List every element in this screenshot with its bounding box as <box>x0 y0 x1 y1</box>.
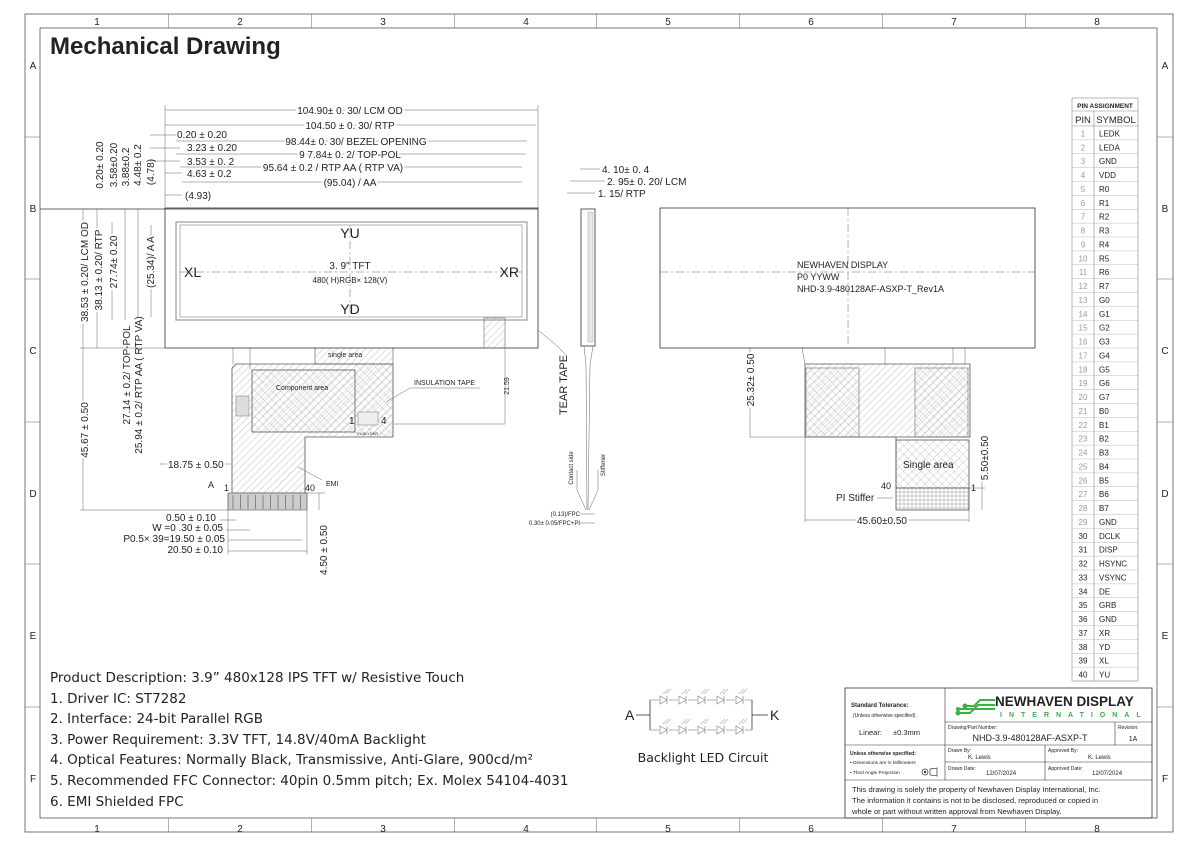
pin-row <box>1072 310 1138 321</box>
pin-number: 40 <box>1078 670 1088 680</box>
pin-number: 25 <box>1078 462 1088 472</box>
pin-row <box>1072 143 1138 154</box>
grid-row-label: C <box>29 346 37 357</box>
tolerance-title: Standard Tolerance: <box>851 703 909 709</box>
backlight-led-circuit <box>625 689 780 765</box>
pin-number: 19 <box>1078 379 1088 389</box>
pin-symbol: VDD <box>1099 171 1116 180</box>
pin-number: 7 <box>1080 212 1086 222</box>
grid-row-label: F <box>1161 774 1169 785</box>
touch-pin-4: 4 <box>381 416 387 427</box>
dim-h1: 27.74± 0.20 <box>109 235 120 289</box>
pin-symbol: G1 <box>1099 309 1110 319</box>
label-yd: YD <box>340 301 360 317</box>
pin-symbol: YD <box>1099 642 1111 652</box>
approved-date-label: Approved Date: <box>1048 766 1083 772</box>
fpc-pin-first: 1 <box>224 483 230 493</box>
pin-row <box>1072 199 1138 210</box>
pin-row <box>1072 324 1138 335</box>
pin-number: 33 <box>1078 573 1088 583</box>
spec-interface: 2. Interface: 24-bit Parallel RGB <box>50 711 263 727</box>
pin-row <box>1072 171 1138 182</box>
pin-row <box>1072 240 1138 251</box>
dim-25-32: 25.32± 0.50 <box>746 353 757 407</box>
stiffener-label: Stiffener <box>601 453 607 477</box>
drawn-date-label: Drawn Date: <box>948 766 976 772</box>
touch-pin-1: 1 <box>349 416 355 427</box>
dim-5-50: 5.50±0.50 <box>980 435 991 481</box>
grid-column-label: 5 <box>665 824 671 835</box>
pin-row <box>1072 629 1138 640</box>
pin-number: 12 <box>1078 282 1088 291</box>
emi-label: EMI <box>326 481 339 488</box>
panel-resolution: 480( H)RGB× 128(V) <box>312 276 388 285</box>
pin-number: 10 <box>1078 254 1088 264</box>
pin-row <box>1072 504 1138 515</box>
pin-number: 31 <box>1078 545 1088 555</box>
pin-number: 3 <box>1080 157 1086 167</box>
pin-symbol: G4 <box>1099 351 1110 361</box>
grid-column-label: 2 <box>237 824 243 835</box>
pin-symbol: B5 <box>1099 476 1109 486</box>
grid-column-label: 4 <box>523 824 529 835</box>
pin-symbol: YU <box>1099 670 1111 680</box>
grid-row-label: A <box>1161 61 1169 72</box>
pin-row <box>1072 518 1138 529</box>
grid-column-label: 7 <box>951 17 957 28</box>
pin-symbol: G5 <box>1099 365 1110 375</box>
panel-size: 3. 9" TFT <box>329 261 371 272</box>
pin-symbol: R3 <box>1099 226 1110 236</box>
dim-thickness-rtp: 1. 15/ RTP <box>598 189 646 200</box>
grid-row-label: A <box>29 61 37 72</box>
dim-fpc-thickness: (0.13)/FPC <box>550 512 580 518</box>
pin-row <box>1072 643 1138 654</box>
grid-column-label: 6 <box>808 17 814 28</box>
pin-number: 4 <box>1080 171 1086 180</box>
pin-row <box>1072 560 1138 571</box>
drawn-by: K. Lewis <box>968 755 991 761</box>
pin-symbol: G3 <box>1099 337 1110 347</box>
grid-row-label: F <box>29 774 37 785</box>
pin-symbol: B0 <box>1099 406 1109 416</box>
side-view <box>529 165 687 527</box>
pin-row <box>1072 407 1138 418</box>
grid-column-label: 5 <box>665 17 671 28</box>
pin-row <box>1072 282 1138 293</box>
third-angle-projection-icon <box>922 768 937 776</box>
back-pin-last: 40 <box>881 481 892 491</box>
pin-number: 20 <box>1078 393 1088 402</box>
pin-symbol: LEDA <box>1099 143 1120 153</box>
dim-pitch-offset: 0.50 ± 0.10 <box>166 513 216 524</box>
pin-symbol: HSYNC <box>1099 559 1128 569</box>
dim-pitch: P0.5× 39=19.50 ± 0.05 <box>123 534 225 545</box>
pin-number: 30 <box>1078 531 1088 541</box>
back-pin-first: 1 <box>971 483 977 493</box>
dim-thickness-total: 4. 10± 0. 4 <box>602 165 650 176</box>
touch-pin-labels: YUXLYDXR <box>357 431 379 436</box>
pin-number: 2 <box>1080 143 1086 153</box>
spec-driver-ic: 1. Driver IC: ST7282 <box>50 691 187 707</box>
dim-offset-4: 4.63 ± 0.2 <box>187 169 232 180</box>
spec-emi: 6. EMI Shielded FPC <box>50 794 184 810</box>
dim-thickness-lcm: 2. 95± 0. 20/ LCM <box>607 177 687 188</box>
back-single-area-label: Single area <box>903 460 954 471</box>
notice-line-2: The information it contains is not to be disclosed, reproduced or copied in <box>852 796 1099 805</box>
led-diode-icon <box>697 719 709 735</box>
dim-rtp-width: 104.50 ± 0. 30/ RTP <box>305 121 395 132</box>
insulation-tape-label: INSULATION TAPE <box>414 380 476 387</box>
symbol-column-header: SYMBOL <box>1096 115 1136 126</box>
notice-line-1: This drawing is solely the property of Newhaven Display International, Inc. <box>852 785 1101 794</box>
single-area-label: single area <box>328 352 363 359</box>
grid-column-label: 1 <box>94 824 100 835</box>
pin-row <box>1072 587 1138 598</box>
label-xr: XR <box>499 264 519 280</box>
dim-top-pol: 9 7.84± 0. 2/ TOP-POL <box>299 150 401 161</box>
approved-date: 12/07/2024 <box>1092 771 1123 777</box>
pin-number: 18 <box>1078 365 1088 375</box>
pin-number: 5 <box>1080 184 1086 194</box>
grid-column-label: 4 <box>523 17 529 28</box>
tolerance-note: (Unless otherwise specified) <box>853 713 916 719</box>
grid-row-label: C <box>1161 346 1169 357</box>
dim-top-pol-height: 27.14 ± 0.2/ TOP-POL <box>122 325 133 425</box>
pin-row <box>1072 601 1138 612</box>
pin-number: 1 <box>1080 129 1086 139</box>
logo-name: NEWHAVEN DISPLAY <box>995 694 1134 709</box>
pin-row <box>1072 671 1138 682</box>
grid-row-label: B <box>1161 204 1169 215</box>
pin-row <box>1072 185 1138 196</box>
dim-lcm-od-height: 38.53 ± 0.20/ LCM OD <box>80 222 91 322</box>
pin-column-header: PIN <box>1075 115 1091 126</box>
pin-symbol: GND <box>1099 517 1117 527</box>
pin-symbol: B7 <box>1099 504 1109 513</box>
drawn-date: 12/07/2024 <box>986 771 1017 777</box>
pin-row <box>1072 365 1138 376</box>
led-diode-icon <box>659 689 671 705</box>
dim-fpc-pi-thickness: 0.30± 0.05/FPC+PI <box>528 521 580 527</box>
unless-title: Unless otherwise specified: <box>850 751 916 757</box>
dim-bezel-opening: 98.44± 0. 30/ BEZEL OPENING <box>285 137 427 148</box>
fpc-front <box>123 348 511 575</box>
pin-symbol: DE <box>1099 587 1111 597</box>
spec-connector: 5. Recommended FFC Connector: 40pin 0.5mm pitch; Ex. Molex 54104-4031 <box>50 773 569 789</box>
pin-row <box>1072 657 1138 668</box>
dim-offset-5: (4.93) <box>185 191 212 202</box>
grid-column-label: 3 <box>380 824 386 835</box>
pin-number: 38 <box>1078 642 1088 652</box>
pin-symbol: G0 <box>1099 295 1110 305</box>
dim-aa-width: (95.04) / AA <box>323 178 377 189</box>
dim-21-59: 21.59 <box>504 377 511 395</box>
component-area-label: Component area <box>276 385 329 392</box>
pin-symbol: B1 <box>1099 420 1109 430</box>
back-view <box>660 208 1035 527</box>
pin-row <box>1072 421 1138 432</box>
pin-number: 27 <box>1078 490 1088 500</box>
back-label-date-code: P0 YYWW <box>797 272 840 282</box>
label-xl: XL <box>184 264 202 280</box>
dim-finger-width: W =0 .30 ± 0.05 <box>152 523 223 534</box>
pin-symbol: R4 <box>1099 240 1110 250</box>
back-label-brand: NEWHAVEN DISPLAY <box>797 260 889 270</box>
pin-number: 16 <box>1078 337 1088 347</box>
grid-column-label: 3 <box>380 17 386 28</box>
pin-row <box>1072 379 1138 390</box>
pin-row <box>1072 254 1138 265</box>
pin-number: 39 <box>1078 656 1088 666</box>
pin-number: 17 <box>1078 351 1088 361</box>
contact-side-label: Contact side <box>569 451 575 485</box>
pin-row <box>1072 476 1138 487</box>
led-diode-icon <box>735 719 747 735</box>
dim-finger-total: 20.50 ± 0.10 <box>167 545 223 556</box>
pin-number: 21 <box>1078 406 1088 416</box>
pin-number: 34 <box>1078 587 1088 597</box>
pin-row <box>1072 435 1138 446</box>
mark-a: A <box>208 480 215 490</box>
pin-symbol: B6 <box>1099 490 1109 500</box>
unless-dimensions: • Dimensions are in Millimeters <box>850 761 916 766</box>
led-circuit-caption: Backlight LED Circuit <box>637 750 769 765</box>
pin-row <box>1072 546 1138 557</box>
pin-symbol: R1 <box>1099 198 1110 208</box>
part-number-label: Drawing/Part Number: <box>948 725 998 731</box>
spec-optical: 4. Optical Features: Normally Black, Transmissive, Anti-Glare, 900cd/m² <box>50 752 533 768</box>
anode-label: A <box>625 707 635 723</box>
pin-row <box>1072 351 1138 362</box>
part-number: NHD-3.9-480128AF-ASXP-T <box>972 733 1088 743</box>
dim-v4: 4.48± 0.2 <box>133 144 144 186</box>
pin-symbol: R2 <box>1099 212 1110 222</box>
grid-column-label: 6 <box>808 824 814 835</box>
pin-symbol: DISP <box>1099 545 1118 555</box>
pin-number: 8 <box>1080 226 1086 236</box>
product-description: Product Description: 3.9” 480x128 IPS TFT w/ Resistive Touch <box>50 670 465 686</box>
pin-number: 32 <box>1078 559 1088 569</box>
grid-row-label: B <box>29 204 37 215</box>
label-yu: YU <box>340 225 360 241</box>
pin-row <box>1072 615 1138 626</box>
pin-row <box>1072 227 1138 238</box>
dim-rtp-aa-height: 25.94 ± 0.2/ RTP AA ( RTP VA) <box>134 316 145 454</box>
pin-row <box>1072 296 1138 307</box>
page-title: Mechanical Drawing <box>50 33 281 60</box>
pin-number: 35 <box>1078 601 1088 611</box>
revision-label: Revision: <box>1118 725 1139 731</box>
linear-label: Linear: <box>859 728 882 737</box>
led-diode-icon <box>697 689 709 705</box>
pin-number: 22 <box>1078 420 1088 430</box>
fpc-pin-last: 40 <box>305 483 316 493</box>
grid-row-label: E <box>1161 631 1169 642</box>
pin-symbol: R6 <box>1099 268 1110 278</box>
pin-number: 6 <box>1080 198 1086 208</box>
grid-column-label: 8 <box>1094 824 1100 835</box>
dim-4-50: 4.50 ± 0.50 <box>319 525 330 575</box>
pin-row <box>1072 449 1138 460</box>
dim-v3: 3.88±0.2 <box>121 147 132 187</box>
pin-number: 37 <box>1078 628 1088 638</box>
pi-stiffener-label: PI Stiffer <box>836 493 875 504</box>
grid-column-label: 7 <box>951 824 957 835</box>
pin-number: 23 <box>1078 434 1088 444</box>
approved-by: K. Lewis <box>1088 755 1111 761</box>
approved-by-label: Approved By: <box>1048 748 1079 754</box>
grid-row-label: E <box>29 631 37 642</box>
dim-v2: 3.58±0.20 <box>109 142 120 188</box>
led-diode-icon <box>659 719 671 735</box>
pin-number: 36 <box>1078 615 1088 624</box>
led-diode-icon <box>735 689 747 705</box>
newhaven-logo <box>956 694 1148 719</box>
pin-number: 28 <box>1078 504 1088 513</box>
pin-number: 13 <box>1078 295 1088 305</box>
pin-symbol: LEDK <box>1099 129 1120 139</box>
led-diode-icon <box>678 689 690 705</box>
dim-v5: (4.78) <box>146 158 157 186</box>
grid-column-label: 8 <box>1094 17 1100 28</box>
pin-number: 11 <box>1078 268 1088 278</box>
pin-symbol: B4 <box>1099 462 1109 472</box>
pin-symbol: XL <box>1099 656 1109 666</box>
pin-row <box>1072 268 1138 279</box>
dim-v1: 0.20± 0.20 <box>95 141 106 189</box>
pin-row <box>1072 129 1138 140</box>
drawn-by-label: Drawn By: <box>948 748 972 754</box>
dim-lcm-od-width: 104.90± 0. 30/ LCM OD <box>297 106 403 117</box>
led-diode-icon <box>716 689 728 705</box>
pin-number: 26 <box>1078 476 1088 486</box>
pin-row <box>1072 213 1138 224</box>
pin-symbol: R5 <box>1099 254 1110 264</box>
pin-row <box>1072 338 1138 349</box>
pin-row <box>1072 393 1138 404</box>
led-diode-icon <box>678 719 690 735</box>
pin-table-title: PIN ASSIGNMENT <box>1077 103 1133 110</box>
pin-number: 15 <box>1078 323 1088 333</box>
pin-number: 29 <box>1078 517 1088 527</box>
pin-number: 9 <box>1080 240 1086 250</box>
pin-symbol: G7 <box>1099 393 1110 402</box>
pin-symbol: G6 <box>1099 379 1110 389</box>
dim-rtp-height: 38.13 ± 0.20/ RTP <box>94 229 105 311</box>
pin-number: 24 <box>1078 448 1088 458</box>
dim-offset-2: 3.23 ± 0.20 <box>187 143 237 154</box>
dim-45-60: 45.60±0.50 <box>857 516 907 527</box>
spec-power: 3. Power Requirement: 3.3V TFT, 14.8V/40mA Backlight <box>50 732 426 748</box>
pin-symbol: GRB <box>1099 601 1117 611</box>
grid-row-label: D <box>1161 489 1169 500</box>
pin-symbol: G2 <box>1099 323 1110 333</box>
pin-number: 14 <box>1078 309 1088 319</box>
pin-row <box>1072 532 1138 543</box>
pin-symbol: DCLK <box>1099 531 1121 541</box>
pin-symbol: R7 <box>1099 282 1110 291</box>
dim-offset-1: 0.20 ± 0.20 <box>177 130 227 141</box>
tear-tape-label: TEAR TAPE <box>558 354 570 416</box>
pin-symbol: B2 <box>1099 434 1109 444</box>
grid-column-label: 1 <box>94 17 100 28</box>
pin-row <box>1072 490 1138 501</box>
back-label-part: NHD-3.9-480128AF-ASXP-T_Rev1A <box>797 284 945 294</box>
pin-assignment-table <box>1072 98 1138 681</box>
pin-row <box>1072 573 1138 584</box>
dim-18-75: 18.75 ± 0.50 <box>168 460 224 471</box>
notice-line-3: whole or part without written approval from Newhaven Display. <box>852 807 1062 816</box>
grid-row-label: D <box>29 489 37 500</box>
pin-symbol: GND <box>1099 615 1117 624</box>
led-diode-icon <box>716 719 728 735</box>
dim-rtp-aa: 95.64 ± 0.2 / RTP AA ( RTP VA) <box>262 163 404 174</box>
dim-aa-height: (25.34)/ A A <box>146 236 157 288</box>
unless-projection: • Third Angle Projection <box>850 771 900 776</box>
grid-column-label: 2 <box>237 17 243 28</box>
logo-sub: INTERNATIONAL <box>1000 712 1148 719</box>
dim-total-height: 45.67 ± 0.50 <box>80 402 91 458</box>
pin-symbol: VSYNC <box>1099 573 1127 583</box>
title-block <box>845 688 1152 818</box>
pin-symbol: R0 <box>1099 184 1110 194</box>
dim-offset-3: 3.53 ± 0. 2 <box>187 157 235 168</box>
pin-symbol: XR <box>1099 628 1111 638</box>
pin-symbol: GND <box>1099 157 1117 167</box>
cathode-label: K <box>770 707 780 723</box>
pin-row <box>1072 462 1138 473</box>
linear-value: ±0.3mm <box>893 728 921 737</box>
revision: 1A <box>1128 736 1138 743</box>
pin-row <box>1072 157 1138 168</box>
pin-symbol: B3 <box>1099 448 1109 458</box>
